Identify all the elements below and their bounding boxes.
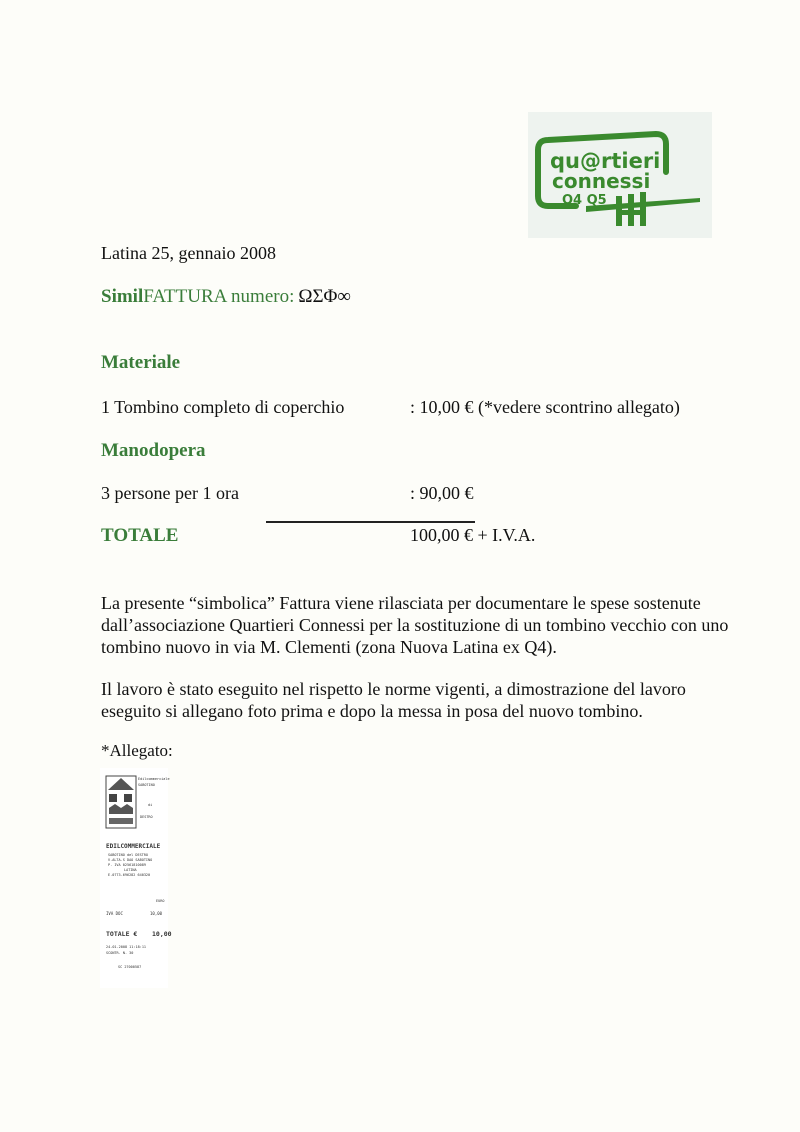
svg-text:LATINA: LATINA — [124, 868, 137, 872]
svg-text:EDILCOMMERCIALE: EDILCOMMERCIALE — [106, 843, 161, 850]
total-label: TOTALE — [101, 525, 179, 546]
manodopera-item: 3 persone per 1 ora — [101, 483, 239, 503]
svg-text:IVA DOC: IVA DOC — [106, 911, 123, 916]
svg-text:Edilcommerciale: Edilcommerciale — [138, 777, 170, 781]
invoice-number: ΩΣΦ∞ — [298, 286, 351, 307]
svg-text:P. IVA 02561810089: P. IVA 02561810089 — [108, 863, 146, 867]
total-divider — [266, 521, 475, 523]
svg-text:V.ALTA.S DAO SABOTINO: V.ALTA.S DAO SABOTINO — [108, 858, 153, 862]
total-value: 100,00 € + I.V.A. — [410, 525, 536, 545]
invoice-title-rest: FATTURA numero: — [143, 286, 295, 307]
invoice-title-bold: Simil — [101, 286, 144, 307]
svg-text:TOTALE €: TOTALE € — [106, 930, 138, 938]
svg-text:connessi: connessi — [552, 169, 651, 193]
svg-text:E.0773-696282 640320: E.0773-696282 640320 — [108, 873, 151, 877]
description-paragraph: La presente “simbolica” Fattura viene rilasciata per documentare le spese sostenute dall’associazione Quartieri Connessi per la sostituzione di un tombino vecchio con uno tombino nuovo in via M. Clementi (zona Nuova Latina ex Q4). — [101, 593, 729, 657]
svg-text:di: di — [148, 803, 153, 807]
svg-text:10,00: 10,00 — [150, 911, 163, 916]
svg-text:DESTRO: DESTRO — [140, 815, 153, 819]
svg-text:24-01-2008 11:18:11: 24-01-2008 11:18:11 — [106, 945, 147, 949]
invoice-date: Latina 25, gennaio 2008 — [101, 243, 276, 263]
materiale-item: 1 Tombino completo di coperchio — [101, 397, 345, 417]
svg-text:qu@rtieri: qu@rtieri — [550, 149, 661, 173]
materiale-heading: Materiale — [101, 352, 181, 373]
svg-text:Q4 Q5: Q4 Q5 — [562, 193, 607, 208]
svg-text:SCONTR. N. 30: SCONTR. N. 30 — [106, 951, 134, 955]
invoice-title — [101, 286, 351, 308]
svg-text:10,00: 10,00 — [152, 930, 172, 938]
receipt-emblem — [106, 776, 136, 828]
work-paragraph: Il lavoro è stato eseguito nel rispetto le norme vigenti, a dimostrazione del lavoro eseguito si allegano foto prima e dopo la messa in posa del nuovo tombino. — [101, 679, 686, 721]
attachment-label: *Allegato: — [101, 741, 173, 760]
quartieri-connessi-logo — [528, 112, 712, 238]
svg-text:SABOTINO: SABOTINO — [138, 783, 155, 787]
manodopera-value: : 90,00 € — [410, 483, 474, 503]
materiale-value: : 10,00 € (*vedere scontrino allegato) — [410, 397, 680, 417]
svg-text:SABOTINO del DESTRO: SABOTINO del DESTRO — [108, 853, 149, 857]
svg-text:SC 27000587: SC 27000587 — [118, 965, 142, 969]
receipt-image — [100, 768, 172, 988]
svg-text:EURO: EURO — [156, 899, 165, 903]
manodopera-heading: Manodopera — [101, 440, 206, 461]
